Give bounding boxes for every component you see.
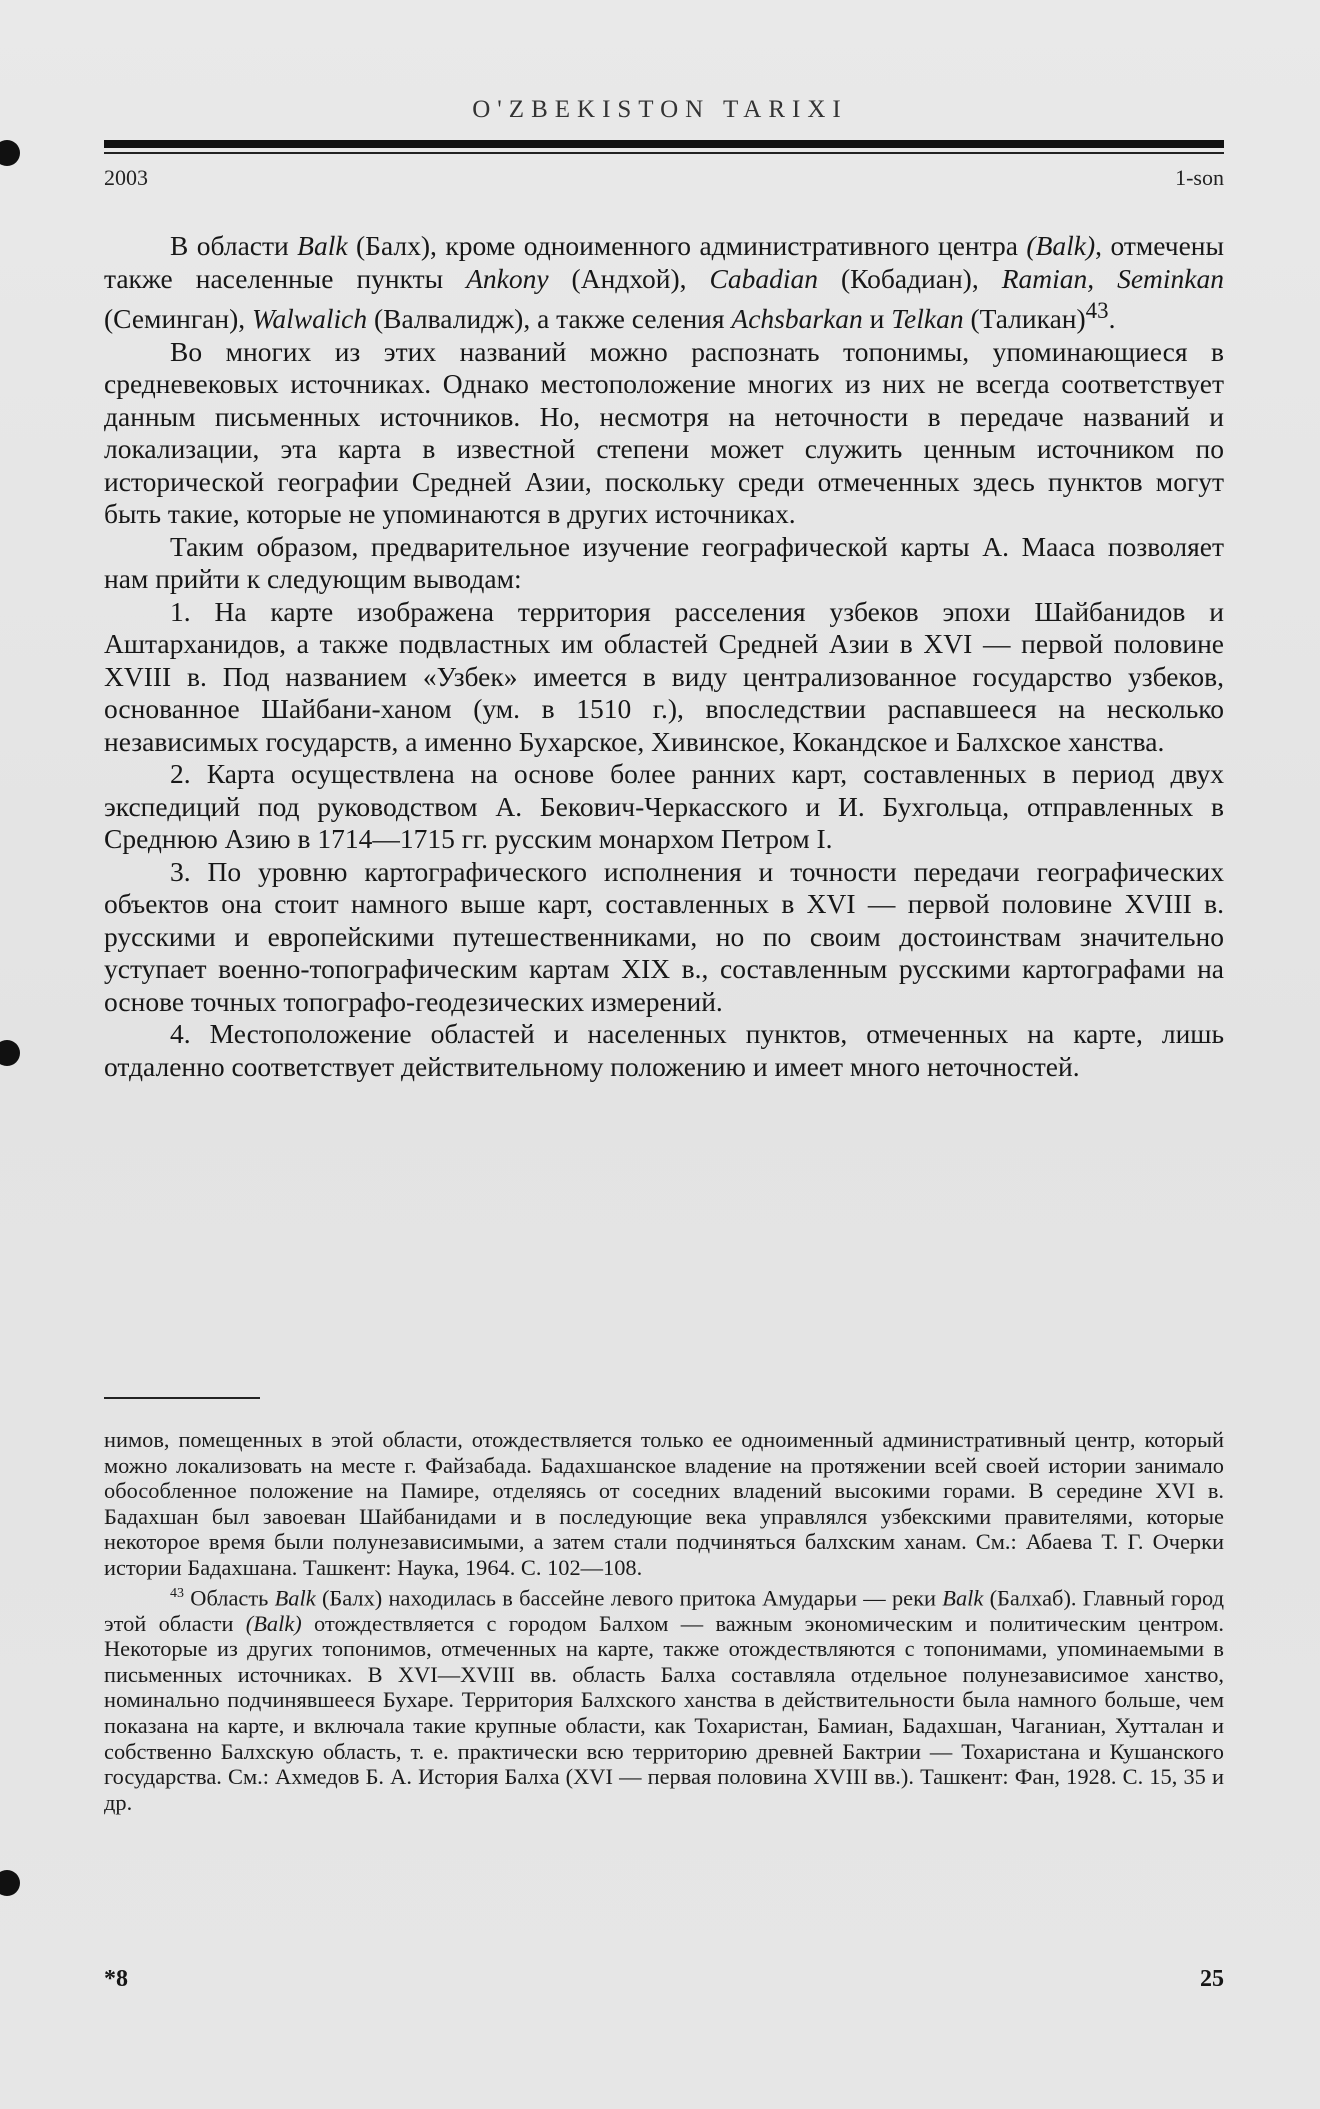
paragraph	[104, 230, 1224, 336]
issue-year: 2003	[104, 165, 148, 190]
text-run: нимов, помещенных в этой области, отождествляется только ее одноименный административный центр, который можно локализовать на месте г. Файзабада. Бадахшанское владение на протяжении всей своей истории занимало обособленное положение на Памире, отделяясь от соседних владений высокими горами. В середине XVI в. Бадахшан был завоеван Шайбанидами и в последующие века управлялся узбекскими правителями, которые некоторое время были полунезависимыми, а затем стали подчиняться балхским ханам. См.: Абаева Т. Г. Очерки истории Бадахшана. Ташкент: Наука, 1964. С. 102—108.	[104, 1427, 1224, 1580]
paragraph	[104, 856, 1224, 1019]
punch-hole-middle	[0, 1040, 20, 1066]
italic-text: Ankony	[466, 262, 549, 294]
footnote-ref: 43	[1085, 298, 1109, 323]
text-run: и	[862, 303, 892, 335]
footnote-separator	[104, 1397, 260, 1399]
footnote-43	[104, 1581, 1224, 1816]
footnote-ref: 43	[170, 1585, 184, 1601]
text-run: (Валвалидж), а также селения	[367, 303, 732, 335]
text-run: отождествляется с городом Балхом — важным экономическим и политическим центром. Некоторые из других топонимов, отмеченных на карте, также отождествляются с топонимами, упоминаемыми в письменных источниках. В XVI—XVIII вв. область Балха составляла отдельное полунезависимое ханство, номинально подчинявшееся Бухаре. Территория Балхского ханства в действительности была намного больше, чем показана на карте, и включала такие крупные области, как Тохаристан, Бамиан, Бадахшан, Чаганиан, Хутталан и собственно Балхскую область, т. е. практически всю территорию древней Бактрии — Тохаристана и Кушанского государства. См.: Ахмедов Б. А. История Балха (XVI — первая половина XVIII вв.). Ташкент: Фан, 1928. С. 15, 35 и др.	[104, 1610, 1224, 1815]
paragraph	[104, 531, 1224, 596]
italic-text: Walwalich	[252, 303, 368, 335]
punch-hole-bottom	[0, 1870, 20, 1896]
page-number: 25	[1200, 1966, 1224, 1992]
italic-text: (Balk)	[1026, 230, 1096, 261]
text-run: Таким образом, предварительное изучение географической карты А. Мааса позволяет нам прийти к следующим выводам:	[104, 530, 1224, 595]
text-run: 3. По уровню картографического исполнения и точности передачи географических объектов она стоит намного выше карт, составленных в XVI — первой половине XVIII в. русскими и европейскими путешественниками, но по своим достоинствам значительно уступает военно-топографическим картам XIX в., составленным русскими картографами на основе точных топографо-геодезических измерений.	[104, 855, 1224, 1017]
italic-text: Balk	[942, 1585, 984, 1611]
text-run: .	[1108, 303, 1116, 335]
text-run: (Балхаб). Главный город этой области	[104, 1585, 1224, 1636]
article-body	[104, 230, 1224, 1083]
text-run: Во многих из этих названий можно распознать топонимы, упоминающиеся в средневековых источниках. Однако местоположение многих из них не всегда соответствует данным письменных источников. Но, несмотря на неточности в передаче названий и локализации, эта карта в известной степени может служить ценным источником по исторической географии Средней Азии, поскольку среди отмеченных здесь пунктов могут быть такие, которые не упоминаются в других источниках.	[104, 335, 1224, 530]
punch-hole-top	[0, 140, 20, 166]
italic-text: Achsbarkan	[731, 303, 863, 335]
italic-text: Cabadian	[709, 262, 818, 294]
paragraph	[104, 1018, 1224, 1083]
text-run: (Балх) находилась в бассейне левого притока Амударьи — реки	[315, 1585, 943, 1611]
header-rule	[104, 140, 1224, 148]
text-run: 4. Местоположение областей и населенных пунктов, отмеченных на карте, лишь отдаленно соответствует действительному положению и имеет много неточностей.	[104, 1018, 1224, 1082]
journal-title: O'ZBEKISTON TARIXI	[472, 96, 848, 123]
text-run: 2. Карта осуществлена на основе более ранних карт, составленных в период двух экспедиций под руководством А. Бекович-Черкасского и И. Бухгольца, отправленных в Среднюю Азию в 1714—1715 гг. русским монархом Петром I.	[104, 758, 1224, 855]
text-run: (Кобадиан),	[817, 262, 1002, 294]
italic-text: Balk	[274, 1585, 316, 1611]
italic-text: Telkan	[891, 303, 964, 335]
text-run: , отмечены также населенные пункты	[104, 230, 1225, 294]
text-run: Область	[184, 1585, 275, 1611]
paragraph	[104, 758, 1224, 856]
text-run: (Семинган),	[104, 303, 252, 335]
text-run: 1. На карте изображена территория расселения узбеков эпохи Шайбанидов и Аштарханидов, а также подвластных им областей Средней Азии в XVI — первой половине XVIII в. Под названием «Узбек» имеется в виду централизованное государство узбеков, основанное Шайбани-ханом (ум. в 1510 г.), впоследствии распавшееся на несколько независимых государств, а именно Бухарское, Хивинское, Кокандское и Балхское ханства.	[104, 595, 1224, 757]
text-run: В области	[170, 230, 298, 261]
footnote-continued	[104, 1427, 1224, 1581]
italic-text: (Balk)	[245, 1610, 302, 1636]
footnotes	[104, 1427, 1224, 1815]
paragraph	[104, 596, 1224, 759]
italic-text: Balk	[297, 230, 348, 261]
header-rule-thin	[104, 152, 1224, 154]
text-run: (Таликан)	[963, 303, 1086, 335]
text-run: (Балх), кроме одноименного административного центра	[347, 230, 1027, 261]
issue-number: 1-son	[1175, 165, 1224, 190]
italic-text: Ramian, Seminkan	[1001, 262, 1225, 294]
paragraph	[104, 336, 1224, 531]
signature-mark: *8	[104, 1966, 128, 1992]
text-run: (Андхой),	[548, 262, 710, 294]
